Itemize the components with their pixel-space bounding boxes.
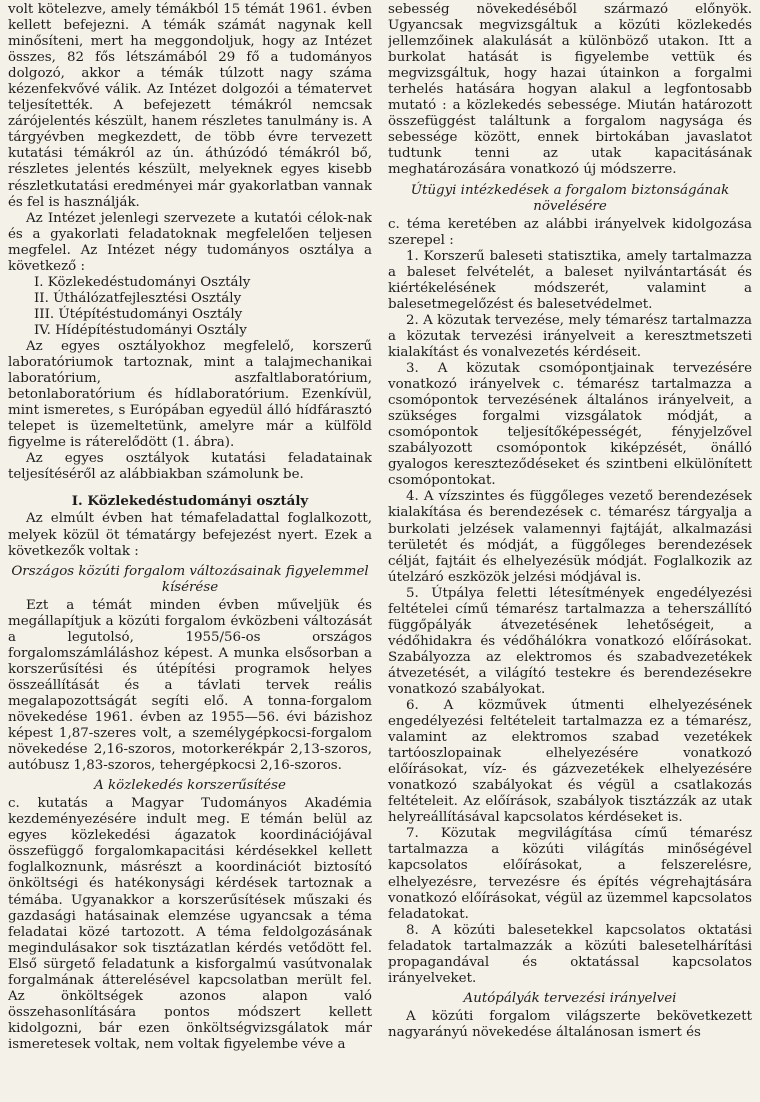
- section-heading: I. Közlekedéstudományi osztály: [71, 493, 309, 510]
- list-item: 7. Közutak megvilágítása című témarész tartalmazza a közúti világítás minőségével kapcsolatos előírásokat, a felszerelésre, elhelyezésre, tervezésre és építés végrehajtására vonatkozó előírásokat, végül az üzemmel kapcsolatos feladatokat.: [388, 826, 752, 922]
- list-item: III. Útépítéstudományi Osztály: [34, 306, 243, 322]
- list-item: 5. Útpálya feletti létesítmények engedélyezési feltételei című témarész tartalmazza a teherszállító függőpályák átvezetésének lehetőségeit, a védőhidakra és védőhálókra vonatkozó előírásokat. Szabályozza az elektromos és szabadvezetékek átvezetését, a világító testekre és berendezésekre vonatkozó szabályokat.: [388, 585, 752, 697]
- subsection-heading: Autópályák tervezési irányelvei: [463, 990, 677, 1006]
- list-item: 8. A közúti balesetekkel kapcsolatos oktatási feladatok tartalmazzák a közúti balesetelhárítási propagandával és oktatással kapcsolatos irányelveket.: [388, 922, 752, 986]
- list-item: 4. A vízszintes és függőleges vezető berendezések kialakítása és berendezések c. témarész tárgyalja a burkolati jelzések valamennyi fajtáját, alkalmazási területét és módját, a függőleges berendezések célját, fajtáit és elhelyezésük módját. Foglalkozik az útelzáró eszközök jelzési módjával is.: [388, 489, 752, 585]
- paragraph: Az egyes osztályok kutatási feladatainak teljesítéséről az alábbiakban számolunk be.: [8, 451, 372, 483]
- left-column: [8, 2, 372, 1102]
- subsection-heading: Országos közúti forgalom változásainak figyelemmel kísérése: [11, 563, 369, 595]
- list-item: 6. A közművek útmenti elhelyezésének engedélyezési feltételeit tartalmazza ez a témarész, valamint az elektromos szabad vezetékek tartóoszlopainak elhelyezésére vonatkozó előírásokat, víz- és gázvezetékek elhelyezésére vonatkozó szabályokat és végül a csatlakozás feltételeit. Az előírások, szabályok tisztázzák az utak helyreállításával kapcsolatos kérdéseket is.: [388, 698, 752, 826]
- list-item: 2. A közutak tervezése, mely témarész tartalmazza a közutak tervezési irányelveit a keresztmetszeti kialakítást és vonalvezetés kérdéseit.: [388, 312, 752, 360]
- subsection-heading: A közlekedés korszerűsítése: [94, 778, 286, 794]
- paragraph: volt kötelezve, amely témákból 15 témát 1961. évben kellett befejezni. A témák számát nagynak kell minősíteni, mert ha meggondoljuk, hogy az Intézet összes, 82 fős létszámából 29 fő a tudományos dolgozó, akkor a témák túlzott nagy száma kézenfekvővé válik. Az Intézet dolgozói a tématervet teljesítették. A befejezett témákról nemcsak zárójelentés készült, hanem részletes tanulmány is. A tárgyévben megkezdett, de több évre tervezett kutatási témákról az ún. áthúzódó témákról bő, részletes jelentés készült, melyeknek egyes kisebb részletkutatási eredményei már gyakorlatban vannak és fel is használják.: [8, 2, 372, 210]
- list-item: IV. Hídépítéstudományi Osztály: [34, 322, 247, 338]
- paragraph: Az Intézet jelenlegi szervezete a kutatói célok-nak és a gyakorlati feladatoknak megfelelően teljesen megfelel. Az Intézet négy tudományos osztálya a következő :: [8, 210, 372, 274]
- right-column: [388, 2, 752, 1102]
- subsection-heading: Útügyi intézkedések a forgalom biztonságának növelésére: [410, 182, 730, 214]
- list-item: 3. A közutak csomópontjainak tervezésére vonatkozó irányelvek c. témarész tartalmazza a csomópontok tervezésének általános irányelveit, a szükséges forgalmi vizsgálatok módját, a csomópontok teljesítőképességét, fényjelzővel szabályozott csomópontok kiképzését, önálló gyalogos kereszteződéseket és szintbeni elkülönített csomópontokat.: [388, 361, 752, 489]
- paragraph: c. kutatás a Magyar Tudományos Akadémia kezdeményezésére indult meg. E témán belül az egyes közlekedési ágazatok koordinációjával összefüggő forgalomkapacitási kérdésekkel kellett foglalkoznunk, másrészt a koordinációt biztosító önköltségi és hatékonysági kérdések tartoznak a témába. Ugyanakkor a korszerűsítések műszaki és gazdasági hatásainak elemzése ugyancsak a téma feladatai közé tartozott. A téma feldolgozásának megindulásakor sok tisztázatlan kérdés vetődött fel. Első sürgető feladatunk a kisforgalmú vasútvonalak forgalmának átterelésével kapcsolatban merült fel. Az önköltségek azonos alapon való összehasonlítására pontos módszert kellett kidolgozni, bár ezen önköltségvizsgálatok már ismeretesek voltak, nem voltak figyelembe véve a: [8, 796, 372, 1052]
- paragraph: sebesség növekedéséből származó előnyök. Ugyancsak megvizsgáltuk a közúti közlekedés jellemzőinek alakulását a különböző utakon. Itt a burkolat hatását is figyelembe vettük és megvizsgáltuk, hogy hazai útainkon a forgalmi terhelés hatására hogyan alakul a legfontosabb mutató : a közlekedés sebessége. Miután határozott összefüggést találtunk a forgalom nagysága és sebessége között, ennek birtokában javaslatot tudtunk tenni az utak kapacitásának meghatározására vonatkozó új módszerre.: [388, 2, 752, 178]
- paragraph: Az elmúlt évben hat témafeladattal foglalkozott, melyek közül öt tématárgy befejezést nyert. Ezek a következők voltak :: [8, 511, 372, 559]
- paragraph: A közúti forgalom világszerte bekövetkezett nagyarányú növekedése általánosan ismert és: [388, 1008, 752, 1040]
- paragraph: Az egyes osztályokhoz megfelelő, korszerű laboratóriumok tartoznak, mint a talajmechanikai laboratórium, aszfaltlaboratórium, betonlaboratórium és hídlaboratórium. Ezenkívül, mint ismeretes, s Európában egyedül álló hídfárasztó telepet is üzemeltetünk, amelyre már a külföld figyelme is ráterelődött (1. ábra).: [8, 338, 372, 451]
- list-item: I. Közlekedéstudományi Osztály: [34, 274, 251, 290]
- paragraph: c. téma keretében az alábbi irányelvek kidolgozása szerepel :: [388, 216, 752, 248]
- list-item: 1. Korszerű baleseti statisztika, amely tartalmazza a baleset felvételét, a baleset nyilvántartását és kiértékelésének módszerét, valamint a balesetmegelőzést és balesetvédelmet.: [388, 248, 752, 312]
- department-list: [8, 275, 372, 339]
- list-item: II. Úthálózatfejlesztési Osztály: [34, 290, 242, 306]
- paragraph: Ezt a témát minden évben műveljük és megállapítjuk a közúti forgalom évközbeni változását a legutolsó, 1955/56-os országos forgalomszámláláshoz képest. A munka elsősorban a korszerűsítési és útépítési programok helyes összeállítását és a távlati tervek reális megalapozottságát segíti elő. A tonna-forgalom növekedése 1961. évben az 1955—56. évi bázishoz képest 1,87-szeres volt, a személygépkocsi-forgalom növekedése 2,16-szoros, motorkerékpár 2,13-szoros, autóbusz 1,83-szoros, tehergépkocsi 2,16-szoros.: [8, 597, 372, 774]
